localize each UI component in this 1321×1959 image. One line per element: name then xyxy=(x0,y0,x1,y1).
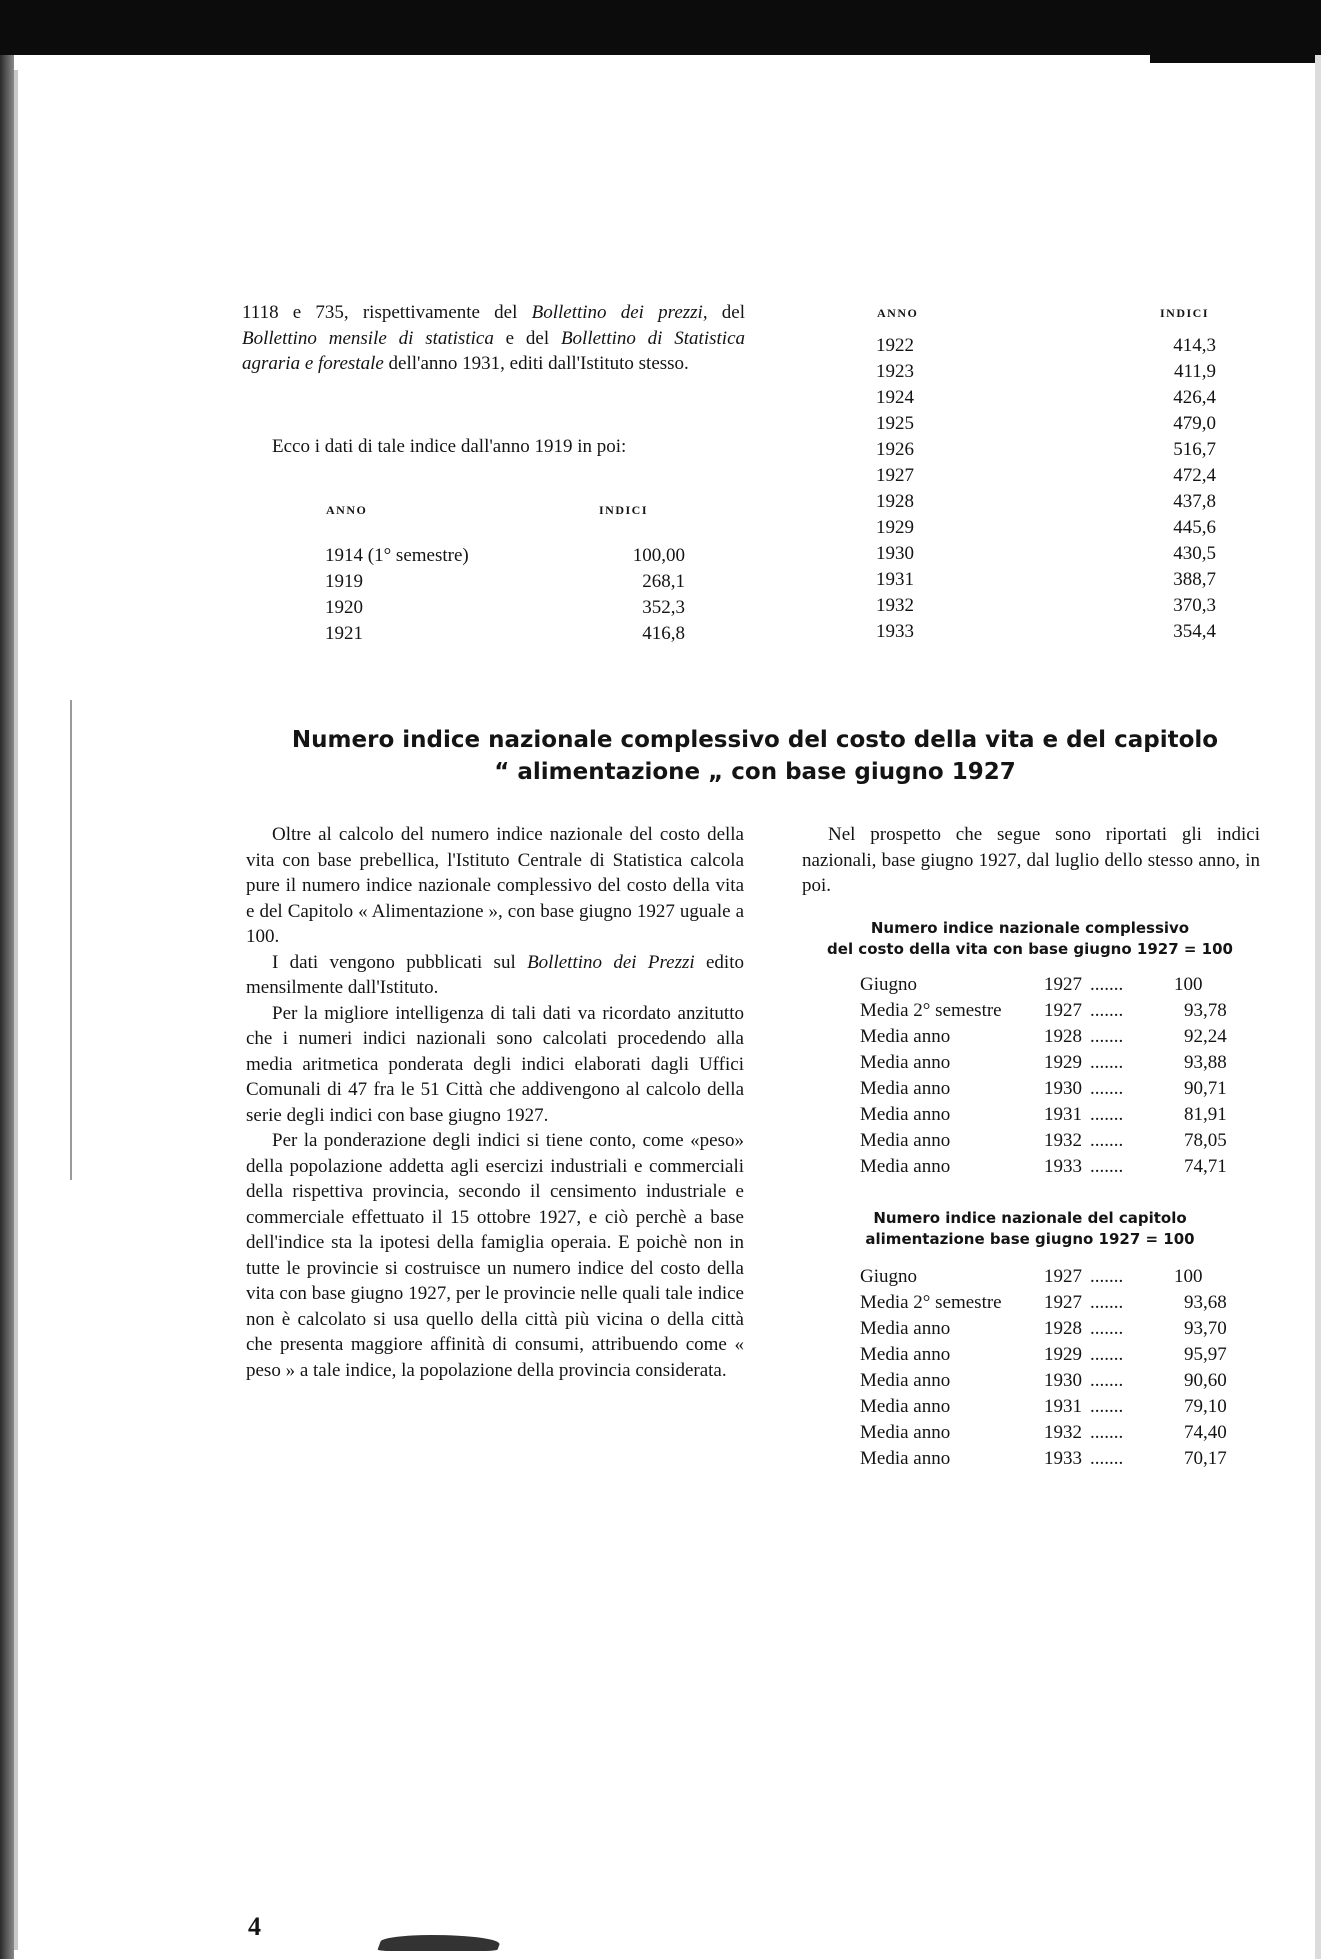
left-paragraph-1 xyxy=(246,822,744,950)
table4-dots: ....... xyxy=(1090,1396,1124,1417)
table2-anno: 1925 xyxy=(876,413,914,434)
table3-valore: 93,78 xyxy=(1184,1000,1227,1021)
table4-anno: 1927 xyxy=(1044,1292,1082,1313)
left-paragraph-3 xyxy=(246,1001,744,1129)
table3-label: Media anno xyxy=(860,1026,951,1047)
table1-indice: 268,1 xyxy=(642,571,685,592)
table4-dots: ....... xyxy=(1090,1266,1124,1287)
table4-anno: 1931 xyxy=(1044,1396,1082,1417)
table4-label: Media anno xyxy=(860,1396,951,1417)
table-row xyxy=(325,543,685,568)
table3-label: Media anno xyxy=(860,1104,951,1125)
table4-valore: 93,70 xyxy=(1184,1318,1227,1339)
table-row xyxy=(876,515,1216,540)
table-row xyxy=(876,567,1216,592)
scan-line-mark xyxy=(70,700,72,1180)
table4-label: Giugno xyxy=(860,1266,917,1287)
table2-indice: 411,9 xyxy=(1173,361,1216,382)
intro-text-b: , del xyxy=(702,302,745,323)
table4-dots: ....... xyxy=(1090,1370,1124,1391)
table3-anno: 1932 xyxy=(1044,1130,1082,1151)
table-row xyxy=(860,972,1203,997)
table3-dots: ....... xyxy=(1090,1130,1124,1151)
section-title xyxy=(230,724,1280,788)
table-row xyxy=(860,1024,1227,1049)
table3-valore: 90,71 xyxy=(1184,1078,1227,1099)
scan-ink-blot xyxy=(377,1935,503,1951)
table2-header-anno: ANNO xyxy=(877,306,919,320)
table4-label: Media anno xyxy=(860,1318,951,1339)
table-row xyxy=(876,593,1216,618)
intro-bollettino-prezzi: Bollettino dei prezzi xyxy=(531,302,703,323)
table1-indice: 416,8 xyxy=(642,623,685,644)
left-paragraph-3-text: Per la migliore intelligenza di tali dati va ricordato anzitutto che i numeri indici nazionali sono calcolati procedendo alla media aritmetica ponderata degli indici elaborati dagli Uffici Comunali di 47 fra le 51 Città che addivengono al calcolo della serie degli indici con base giugno 1927. xyxy=(246,1002,744,1126)
table2-indice: 445,6 xyxy=(1173,517,1216,538)
table-row xyxy=(860,1076,1227,1101)
table-row xyxy=(876,541,1216,566)
table2-indice: 516,7 xyxy=(1173,439,1216,460)
intro-text-a: 1118 e 735, rispettivamente del xyxy=(242,302,532,323)
table2-anno: 1931 xyxy=(876,569,914,590)
table1-indice: 352,3 xyxy=(642,597,685,618)
table3-anno: 1930 xyxy=(1044,1078,1082,1099)
table2-indice: 354,4 xyxy=(1173,621,1216,642)
table4-valore: 95,97 xyxy=(1184,1344,1227,1365)
left-column xyxy=(246,822,744,1383)
table3-valore: 81,91 xyxy=(1184,1104,1227,1125)
table3-anno: 1928 xyxy=(1044,1026,1082,1047)
table2-indice: 430,5 xyxy=(1173,543,1216,564)
table3-dots: ....... xyxy=(1090,1104,1124,1125)
table2-anno: 1924 xyxy=(876,387,914,408)
table2-anno: 1922 xyxy=(876,335,914,356)
table-row xyxy=(876,489,1216,514)
table4-valore: 90,60 xyxy=(1184,1370,1227,1391)
table-row xyxy=(876,333,1216,358)
table4-title xyxy=(760,1208,1300,1250)
table2-indice: 414,3 xyxy=(1173,335,1216,356)
table3-title xyxy=(760,918,1300,960)
table-row xyxy=(876,463,1216,488)
table4-anno: 1933 xyxy=(1044,1448,1082,1469)
table-row xyxy=(325,621,685,646)
table2-anno: 1933 xyxy=(876,621,914,642)
section-title-line2: “ alimentazione „ con base giugno 1927 xyxy=(494,759,1016,785)
table3-valore: 74,71 xyxy=(1184,1156,1227,1177)
table-row xyxy=(860,1264,1203,1289)
table2-anno: 1930 xyxy=(876,543,914,564)
left-paragraph-4-text: Per la ponderazione degli indici si tiene conto, come «peso» della popolazione addetta agli esercizi industriali e commerciali della rispettiva provincia, secondo il censimento industriale e commerciale effettuato il 15 ottobre 1927, e ciò perchè a base dell'indice sta la ipotesi della famiglia operaia. E poichè non in tutte le provincie si costruisce un numero indice del costo della vita con base giugno 1927, per le provincie nelle quali tale indice non è calcolato si usa quello della città più vicina o della città che presenta maggiore affinità di consumi, attribuendo come « peso » a tale indice, la popolazione della provincia considerata. xyxy=(246,1130,744,1381)
table4-dots: ....... xyxy=(1090,1448,1124,1469)
table3-label: Media anno xyxy=(860,1078,951,1099)
left-paragraph-1-text: Oltre al calcolo del numero indice nazionale del costo della vita con base prebellica, l'Istituto Centrale di Statistica calcola pure il numero indice nazionale complessivo del costo della vita e del Capitolo « Alimentazione », con base giugno 1927 uguale a 100. xyxy=(246,824,744,947)
left-paragraph-2-text-a: I dati vengono pubblicati sul xyxy=(272,951,528,973)
table2-indice: 388,7 xyxy=(1173,569,1216,590)
table4-valore: 100 xyxy=(1174,1266,1203,1287)
table3-anno: 1929 xyxy=(1044,1052,1082,1073)
table1-indice: 100,00 xyxy=(632,545,685,566)
table4-label: Media anno xyxy=(860,1422,951,1443)
scan-border-top-step xyxy=(1150,55,1321,63)
table-row xyxy=(860,1128,1227,1153)
intro-text-c: e del xyxy=(493,327,561,349)
table-row xyxy=(325,569,685,594)
table2-anno: 1929 xyxy=(876,517,914,538)
table3-anno: 1933 xyxy=(1044,1156,1082,1177)
table4-anno: 1927 xyxy=(1044,1266,1082,1287)
right-paragraph-1-text: Nel prospetto che segue sono riportati gli indici nazionali, base giugno 1927, dal luglio dello stesso anno, in poi. xyxy=(802,824,1260,896)
table3-dots: ....... xyxy=(1090,1078,1124,1099)
left-paragraph-2 xyxy=(246,950,744,1001)
table2-anno: 1923 xyxy=(876,361,914,382)
table2-anno: 1926 xyxy=(876,439,914,460)
table3-dots: ....... xyxy=(1090,1052,1124,1073)
table-row xyxy=(860,1342,1227,1367)
table-row xyxy=(876,411,1216,436)
table-row xyxy=(860,1290,1227,1315)
table2-indice: 472,4 xyxy=(1173,465,1216,486)
table-row xyxy=(860,1050,1227,1075)
scan-border-left-inner xyxy=(14,70,18,1950)
table-row xyxy=(860,1420,1227,1445)
table3-dots: ....... xyxy=(1090,1026,1124,1047)
table3-dots: ....... xyxy=(1090,1156,1124,1177)
table4-dots: ....... xyxy=(1090,1344,1124,1365)
table4-anno: 1929 xyxy=(1044,1344,1082,1365)
left-paragraph-2-italic: Bollettino dei Prezzi xyxy=(527,951,695,973)
section-title-line1: Numero indice nazionale complessivo del costo della vita e del capitolo xyxy=(291,727,1219,753)
left-paragraph-4 xyxy=(246,1128,744,1383)
scan-border-left xyxy=(0,55,14,1959)
table3-anno: 1931 xyxy=(1044,1104,1082,1125)
table3-valore: 100 xyxy=(1174,974,1203,995)
table2-indice: 370,3 xyxy=(1173,595,1216,616)
intro-bollettino-agraria: Bollettino di Statistica agraria e forestale xyxy=(242,327,746,374)
intro-text-d: dell'anno 1931, editi dall'Istituto stesso. xyxy=(383,353,689,374)
table3-valore: 92,24 xyxy=(1184,1026,1227,1047)
table2-anno: 1932 xyxy=(876,595,914,616)
table4-anno: 1928 xyxy=(1044,1318,1082,1339)
left-paragraph-2-text-b: edito mensilmente dall'Istituto. xyxy=(246,951,744,998)
table4-title-line2: alimentazione base giugno 1927 = 100 xyxy=(865,1230,1195,1248)
table2-indice: 479,0 xyxy=(1173,413,1216,434)
table1-anno: 1919 xyxy=(325,571,363,592)
table4-dots: ....... xyxy=(1090,1292,1124,1313)
table1-anno: 1920 xyxy=(325,597,363,618)
table3-dots: ....... xyxy=(1090,974,1124,995)
table2-anno: 1927 xyxy=(876,465,914,486)
table4-label: Media anno xyxy=(860,1370,951,1391)
table-row xyxy=(860,1368,1227,1393)
table4-dots: ....... xyxy=(1090,1422,1124,1443)
table-row xyxy=(876,359,1216,384)
table3-label: Media anno xyxy=(860,1130,951,1151)
table2-header-indici: INDICI xyxy=(1160,306,1210,320)
table3-valore: 93,88 xyxy=(1184,1052,1227,1073)
scan-border-right xyxy=(1315,55,1321,1959)
table-row xyxy=(876,385,1216,410)
table1-anno: 1921 xyxy=(325,623,363,644)
table3-label: Media anno xyxy=(860,1156,951,1177)
table3-label: Giugno xyxy=(860,974,917,995)
table4-label: Media anno xyxy=(860,1448,951,1469)
table3-valore: 78,05 xyxy=(1184,1130,1227,1151)
table-row xyxy=(860,1102,1227,1127)
table2-indice: 426,4 xyxy=(1173,387,1216,408)
table3-anno: 1927 xyxy=(1044,974,1082,995)
table-row xyxy=(860,1154,1227,1179)
table4-label: Media anno xyxy=(860,1344,951,1365)
table2-anno: 1928 xyxy=(876,491,914,512)
table3-title-line2: del costo della vita con base giugno 1927 = 100 xyxy=(827,940,1233,958)
table1-header-anno: ANNO xyxy=(326,503,368,517)
table1-anno: 1914 (1° semestre) xyxy=(325,545,469,566)
table-row xyxy=(325,595,685,620)
table4-dots: ....... xyxy=(1090,1318,1124,1339)
table4-label: Media 2° semestre xyxy=(860,1292,1002,1313)
table3-label: Media 2° semestre xyxy=(860,1000,1002,1021)
table-row xyxy=(876,619,1216,644)
right-column-intro xyxy=(802,822,1260,899)
table4-anno: 1932 xyxy=(1044,1422,1082,1443)
table3-label: Media anno xyxy=(860,1052,951,1073)
page-number: 4 xyxy=(248,1912,261,1941)
table4-valore: 74,40 xyxy=(1184,1422,1227,1443)
table3-anno: 1927 xyxy=(1044,1000,1082,1021)
intro-bollettino-mensile: Bollettino mensile di statistica xyxy=(242,327,494,349)
scan-border-top xyxy=(0,0,1321,55)
table-row xyxy=(860,1446,1227,1471)
table1-header-indici: INDICI xyxy=(599,503,649,517)
table3-dots: ....... xyxy=(1090,1000,1124,1021)
table4-title-line1: Numero indice nazionale del capitolo xyxy=(873,1209,1187,1227)
table4-anno: 1930 xyxy=(1044,1370,1082,1391)
table-row xyxy=(876,437,1216,462)
table-row xyxy=(860,1316,1227,1341)
intro-paragraph xyxy=(242,300,745,377)
table-row xyxy=(860,1394,1227,1419)
table4-valore: 93,68 xyxy=(1184,1292,1227,1313)
table-row xyxy=(860,998,1227,1023)
table3-title-line1: Numero indice nazionale complessivo xyxy=(870,919,1190,937)
table2-indice: 437,8 xyxy=(1173,491,1216,512)
table4-valore: 79,10 xyxy=(1184,1396,1227,1417)
table4-valore: 70,17 xyxy=(1184,1448,1227,1469)
intro-ecco: Ecco i dati di tale indice dall'anno 1919 in poi: xyxy=(272,436,627,457)
